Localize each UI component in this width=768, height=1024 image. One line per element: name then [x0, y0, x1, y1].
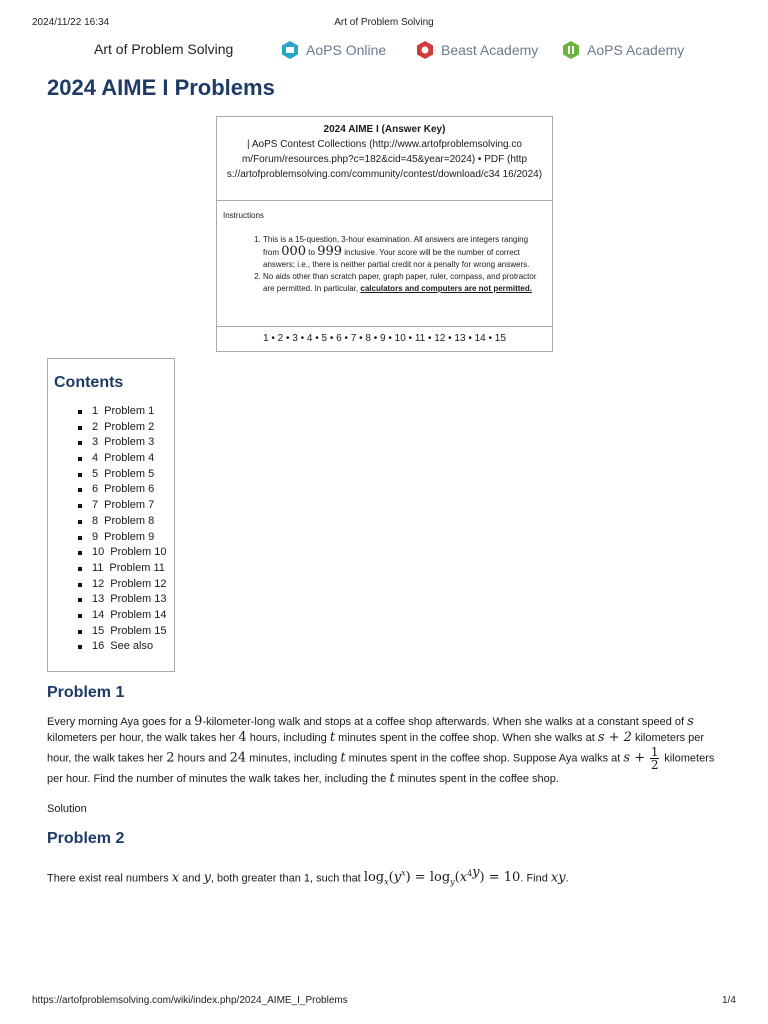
print-page-title: Art of Problem Solving: [334, 17, 434, 28]
toc-item[interactable]: 12 Problem 12: [48, 577, 167, 593]
toc-item[interactable]: 8 Problem 8: [48, 514, 167, 530]
aops-academy-label: AoPS Academy: [587, 42, 685, 58]
contents-heading: Contents: [54, 374, 124, 391]
toc-item[interactable]: 9 Problem 9: [48, 530, 167, 546]
aops-online-label: AoPS Online: [306, 42, 387, 58]
beast-academy-link[interactable]: [415, 40, 538, 60]
toc-item[interactable]: 7 Problem 7: [48, 498, 167, 514]
aops-online-icon: [280, 40, 300, 60]
toc-item[interactable]: 2 Problem 2: [48, 420, 167, 436]
contest-source-links[interactable]: | AoPS Contest Collections (http://www.artofproblemsolving.co m/Forum/resources.php?c=182&cid=45&year=2024) • PDF (http s://artofproblemsolving.com/community/contest/download/c34 16/2024): [226, 139, 543, 180]
instructions-list: [223, 234, 546, 295]
contest-info-header: [217, 117, 552, 201]
problem-2-heading: Problem 2: [47, 830, 125, 847]
problem-1-solution-link[interactable]: Solution: [47, 803, 87, 815]
print-url: https://artofproblemsolving.com/wiki/index.php/2024_AIME_I_Problems: [32, 995, 348, 1006]
top-navigation: [0, 39, 768, 63]
toc-item[interactable]: 11 Problem 11: [48, 561, 167, 577]
problem-2-text: There exist real numbers x and y, both greater than 1, such that $\log_x(y^x) = \log_y(x^{4y}) = 10$. Find xy.: [47, 865, 569, 887]
aops-academy-link[interactable]: [561, 40, 684, 60]
problem-1-heading: Problem 1: [47, 684, 125, 701]
toc-item[interactable]: 14 Problem 14: [48, 608, 167, 624]
toc-item[interactable]: 6 Problem 6: [48, 482, 167, 498]
toc-item[interactable]: 10 Problem 10: [48, 545, 167, 561]
print-datetime: 2024/11/22 16:34: [32, 17, 110, 28]
contest-info-box: [216, 116, 553, 352]
instruction-item-1: 1. This is a 15-question, 3-hour examination. All answers are integers ranging from 000 to 999 inclusive. Your score will be the number of correct answers; i.e., there is neither partial credit nor a penalty for wrong answers.: [263, 234, 546, 271]
problem-1-text: Every morning Aya goes for a 9-kilometer-long walk and stops at a coffee shop afterwards. When she walks at a constant speed of s kilometers per hour, the walk takes her 4 hours, including t minutes spent in the coffee shop. When she walks at s + 2 kilometers per hour, the walk takes her 2 hours and 24 minutes, including t minutes spent in the coffee shop. Suppose Aya walks at s + $\frac{1}{2}$ kilometers per hour. Find the number of minutes the walk takes her, including the t minutes spent in the coffee shop.: [47, 714, 715, 786]
instruction-item-2: 2. No aids other than scratch paper, graph paper, ruler, compass, and protractor are permitted. In particular, calculators and computers are not permitted.: [263, 271, 546, 295]
aops-online-link[interactable]: [280, 40, 386, 60]
toc-item[interactable]: 1 Problem 1: [48, 404, 167, 420]
toc-item[interactable]: 16 See also: [48, 639, 167, 655]
no-calculators-warning: calculators and computers are not permitted.: [360, 284, 532, 293]
toc-item[interactable]: 15 Problem 15: [48, 624, 167, 640]
one-half-fraction: $\frac{1}{2}$: [650, 745, 659, 772]
toc-item[interactable]: 5 Problem 5: [48, 467, 167, 483]
beast-academy-icon: [415, 40, 435, 60]
toc-item[interactable]: 3 Problem 3: [48, 435, 167, 451]
contest-heading[interactable]: 2024 AIME I (Answer Key): [323, 124, 446, 135]
instructions-label: Instructions: [223, 211, 264, 220]
log-equation: $\log_x(y^x) = \log_y(x^{4y}) = 10$: [363, 865, 521, 887]
aops-academy-icon: [561, 40, 581, 60]
page-title: 2024 AIME I Problems: [47, 75, 275, 100]
toc-item[interactable]: 13 Problem 13: [48, 592, 167, 608]
beast-academy-label: Beast Academy: [441, 42, 539, 58]
contents-list: [48, 404, 167, 655]
print-page-number: 1/4: [722, 995, 736, 1006]
table-of-contents: [47, 358, 175, 672]
toc-item[interactable]: 4 Problem 4: [48, 451, 167, 467]
instructions-panel: [217, 201, 552, 327]
aops-brand-link[interactable]: Art of Problem Solving: [94, 41, 234, 57]
problem-number-links[interactable]: 1 • 2 • 3 • 4 • 5 • 6 • 7 • 8 • 9 • 10 • 11 • 12 • 13 • 14 • 15: [263, 333, 506, 344]
